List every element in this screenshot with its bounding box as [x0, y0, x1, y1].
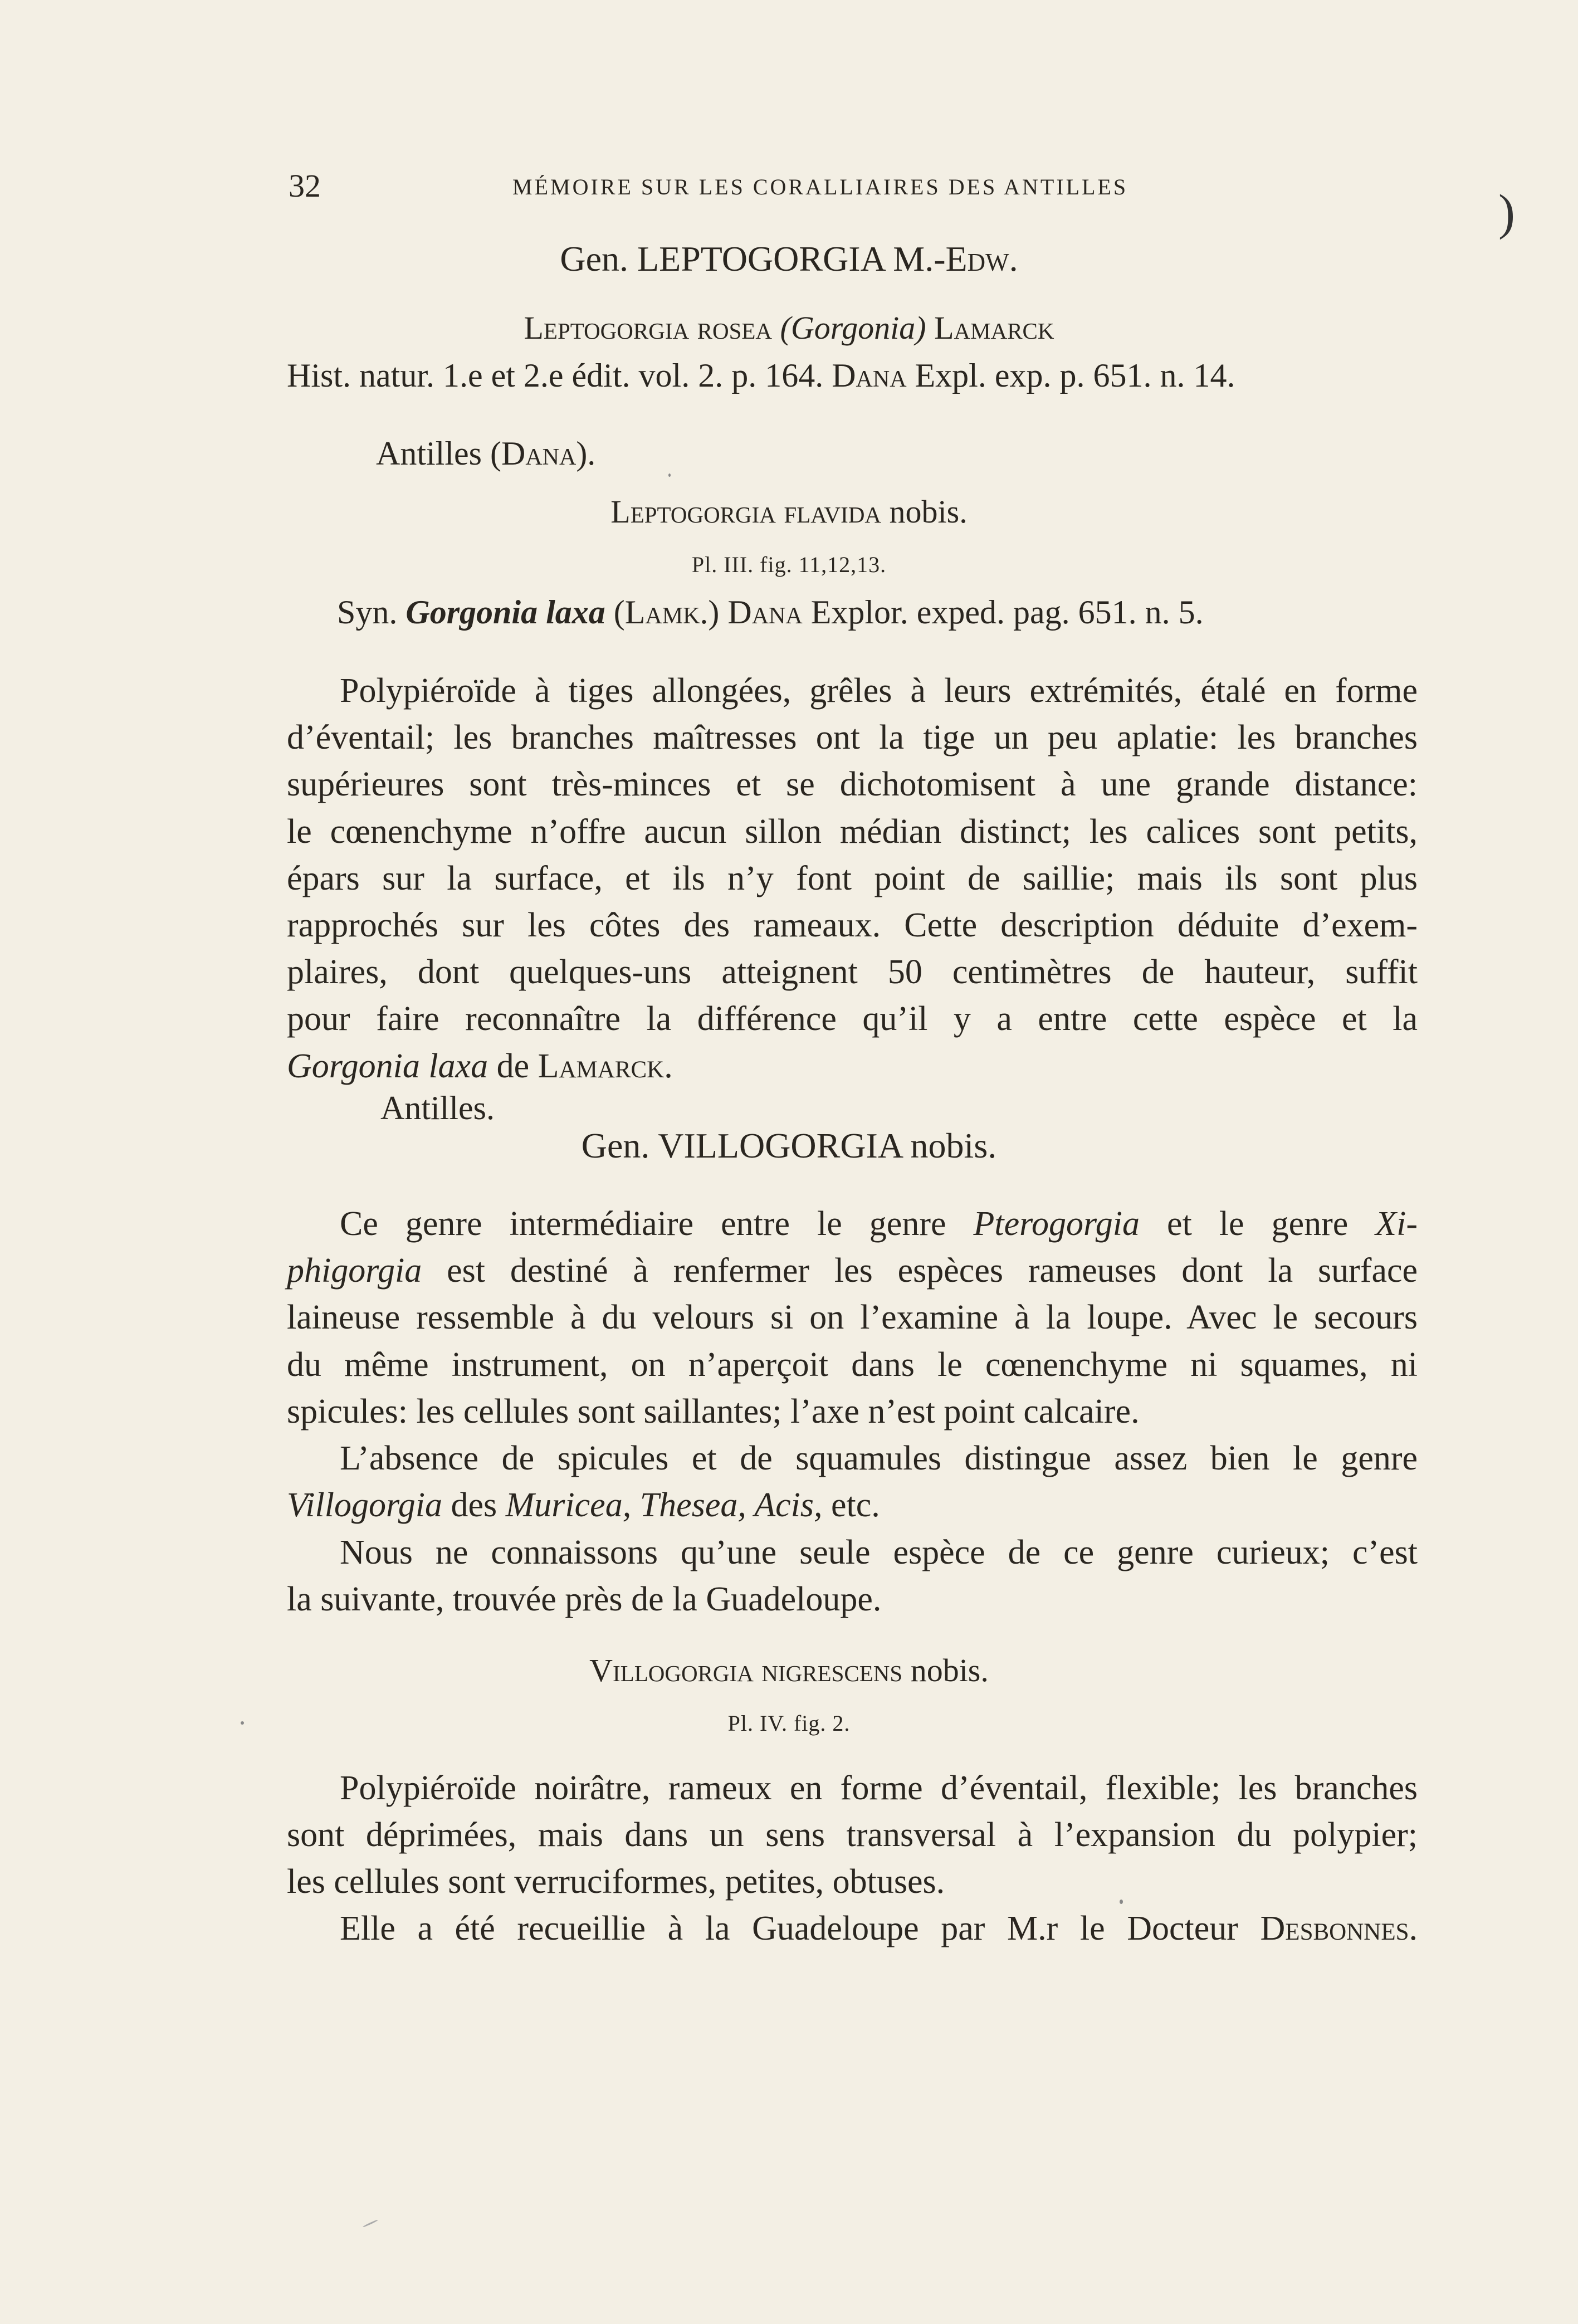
page-number: 32 — [289, 168, 321, 204]
single-species-paragraph: Nous ne connaissons qu’une seule espèce de ce genre curieux; c’est la suivante, trouvée près de la Guadeloupe. — [287, 1534, 1418, 1619]
genus-heading-villogorgia: Gen. VILLOGORGIA nobis. — [581, 1126, 997, 1165]
genus-heading-leptogorgia: Gen. LEPTOGORGIA M.-Edw. — [560, 239, 1018, 279]
paper-speck — [241, 1721, 244, 1725]
species-heading-flavida: Leptogorgia flavida nobis. — [610, 494, 968, 530]
genus-description-paragraph: Ce genre intermédiaire entre le genre Pterogorgia et le genre Xi- phigorgia est destiné à renfermer les espèces rameuses dont la surface laineuse ressemble à du velours si on l’examine à la loupe. Avec le secours du même instrument, on n’aperçoit dans le cœnenchyme ni squames, ni spicules: les cellules sont saillantes; l’axe n’est point calcaire. — [287, 1205, 1418, 1430]
paper-speck — [668, 473, 671, 477]
paper-speck — [363, 2219, 378, 2228]
plate-reference-flavida: Pl. III. fig. 11,12,13. — [691, 552, 887, 577]
locality-rosea: Antilles (Dana). — [376, 435, 596, 472]
description-paragraph-nigrescens: Polypiéroïde noirâtre, rameux en forme d’éventail, flexible; les branches sont déprimées, mais dans un sens transversal à l’expansion du polypier; les cellules sont verruciformes, petites, obtuses. — [287, 1769, 1418, 1901]
species-heading-rosea: Leptogorgia rosea (Gorgonia) Lamarck — [524, 310, 1054, 346]
plate-reference-nigrescens: Pl. IV. fig. 2. — [727, 1711, 851, 1736]
collector-paragraph: Elle a été recueillie à la Guadeloupe par M.r le Docteur Desbonnes. — [340, 1910, 1418, 1947]
running-title: MÉMOIRE SUR LES CORALLIAIRES DES ANTILLES — [512, 174, 1128, 199]
synonymy-flavida: Syn. Gorgonia laxa (Lamk.) Dana Explor. exped. pag. 651. n. 5. — [337, 594, 1204, 631]
paper-speck — [1120, 1900, 1123, 1904]
genus-distinction-paragraph: L’absence de spicules et de squamules distingue assez bien le genre Villogorgia des Muricea, Thesea, Acis, etc. — [287, 1439, 1418, 1525]
species-reference-rosea: Hist. natur. 1.e et 2.e édit. vol. 2. p. 164. Dana Expl. exp. p. 651. n. 14. — [287, 357, 1235, 394]
description-paragraph-flavida: Polypiéroïde à tiges allongées, grêles à leurs extrémités, étalé en forme d’éventail; les branches maîtresses ont la tige un peu aplatie: les branches supérieures sont très-minces et se dichotomisent à une grande distance: le cœnenchyme n’offre aucun sillon médian distinct; les calices sont petits, épars sur la surface, et ils n’y font point de saillie; mais ils sont plus rapprochés sur les côtes des rameaux. Cette description déduite d’exem- plaires, dont quelques-uns atteignent 50 centimètres de hauteur, suffit pour faire reconnaître la différence qu’il y a entre cette espèce et la Gorgonia laxa de Lamarck. — [287, 672, 1418, 1085]
locality-flavida: Antilles. — [380, 1090, 495, 1126]
species-heading-nigrescens: Villogorgia nigrescens nobis. — [589, 1652, 989, 1688]
corner-mark: ) — [1498, 185, 1515, 240]
